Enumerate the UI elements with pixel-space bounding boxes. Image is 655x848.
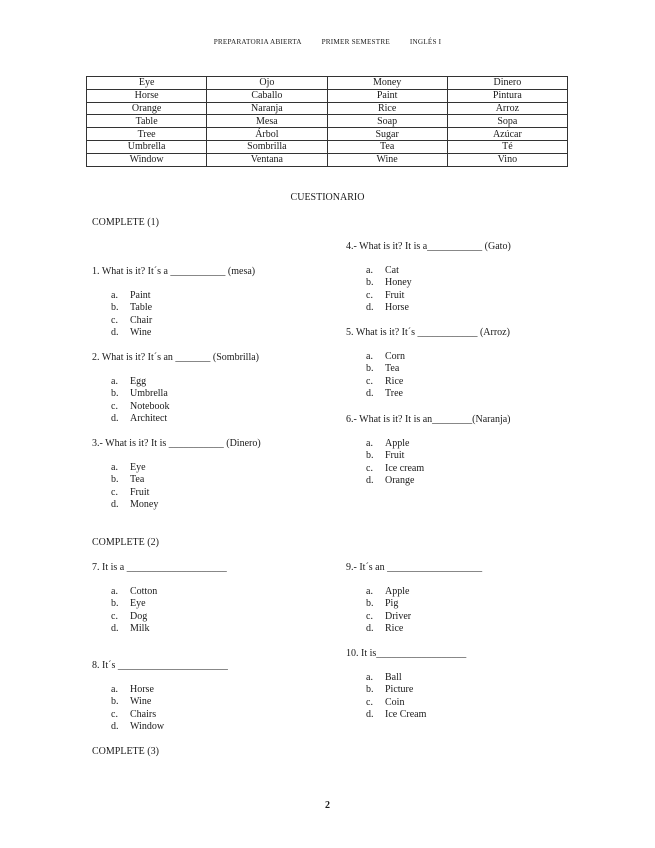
- option-item: [366, 388, 405, 400]
- option-item: [366, 709, 426, 721]
- options-q8: [111, 684, 164, 734]
- option-item: [366, 277, 412, 289]
- option-letter: b.: [366, 684, 374, 696]
- question-8: 8. It´s ______________________: [92, 660, 228, 671]
- option-letter: c.: [366, 289, 373, 301]
- option-letter: d.: [366, 623, 374, 635]
- option-text: Chair: [130, 314, 153, 326]
- option-text: Table: [130, 302, 153, 314]
- option-item: [111, 290, 152, 302]
- option-letter: b.: [111, 598, 119, 610]
- option-item: [366, 438, 424, 450]
- option-item: [111, 302, 152, 314]
- table-cell: Soap: [327, 115, 447, 128]
- option-text: Orange: [385, 475, 415, 487]
- header-left: PREPARATORIA ABIERTA: [213, 38, 302, 46]
- question-1: 1. What is it? It´s a ___________ (mesa): [92, 266, 256, 277]
- option-letter: a.: [111, 586, 118, 597]
- option-letter: c.: [111, 486, 118, 498]
- option-text: Coin: [385, 696, 405, 708]
- table-cell: Orange: [87, 102, 207, 115]
- option-text: Wine: [130, 327, 152, 339]
- table-cell: Arroz: [447, 102, 567, 115]
- option-text: Umbrella: [130, 388, 168, 400]
- option-item: [366, 363, 405, 375]
- option-letter: b.: [366, 598, 374, 610]
- options-q7: [111, 586, 157, 636]
- option-letter: c.: [366, 375, 373, 387]
- option-item: [111, 487, 158, 499]
- table-cell: Sombrilla: [207, 140, 327, 153]
- option-text: Tea: [130, 474, 145, 486]
- option-text: Tea: [385, 363, 400, 375]
- option-item: [366, 697, 426, 709]
- option-item: [111, 462, 158, 474]
- option-text: Eye: [130, 462, 146, 473]
- option-letter: c.: [111, 400, 118, 412]
- option-item: [111, 721, 164, 733]
- option-text: Chairs: [130, 708, 157, 720]
- option-text: Honey: [385, 277, 412, 289]
- option-letter: d.: [366, 709, 374, 721]
- table-cell: Table: [87, 115, 207, 128]
- option-text: Ball: [385, 672, 402, 683]
- table-row: [87, 77, 568, 90]
- question-10: 10. It is__________________: [346, 648, 467, 659]
- table-cell: Dinero: [447, 77, 567, 90]
- page-number: 2: [325, 800, 330, 811]
- option-letter: b.: [111, 696, 119, 708]
- option-letter: c.: [366, 610, 373, 622]
- section-complete-3: COMPLETE (3): [92, 746, 159, 757]
- option-letter: d.: [111, 499, 119, 511]
- option-text: Fruit: [385, 450, 405, 462]
- option-letter: a.: [111, 462, 118, 473]
- option-letter: a.: [366, 672, 373, 683]
- option-item: [366, 598, 411, 610]
- question-5: 5. What is it? It´s ____________ (Arroz): [346, 327, 510, 338]
- option-text: Pig: [385, 598, 399, 610]
- options-q9: [366, 586, 411, 636]
- option-item: [111, 499, 158, 511]
- option-letter: c.: [111, 708, 118, 720]
- option-text: Tree: [385, 388, 403, 400]
- option-item: [366, 611, 411, 623]
- options-q3: [111, 462, 158, 512]
- option-letter: a.: [366, 438, 373, 449]
- option-item: [111, 709, 164, 721]
- table-cell: Sugar: [327, 128, 447, 141]
- option-letter: a.: [111, 290, 118, 301]
- option-item: [366, 376, 405, 388]
- question-3: 3.- What is it? It is ___________ (Dinero): [92, 438, 261, 449]
- table-cell: Tree: [87, 128, 207, 141]
- option-item: [366, 351, 405, 363]
- option-letter: a.: [366, 265, 373, 276]
- option-item: [111, 611, 157, 623]
- section-complete-2: COMPLETE (2): [92, 537, 159, 548]
- table-cell: Té: [447, 140, 567, 153]
- table-cell: Vino: [447, 153, 567, 166]
- option-letter: d.: [111, 623, 119, 635]
- option-letter: a.: [366, 351, 373, 362]
- option-item: [366, 302, 412, 314]
- option-text: Fruit: [130, 486, 150, 498]
- option-letter: d.: [111, 721, 119, 733]
- table-cell: Sopa: [447, 115, 567, 128]
- options-q2: [111, 376, 169, 426]
- option-letter: a.: [111, 376, 118, 387]
- option-item: [111, 315, 152, 327]
- table-cell: Ojo: [207, 77, 327, 90]
- table-cell: Rice: [327, 102, 447, 115]
- option-letter: c.: [111, 610, 118, 622]
- option-text: Window: [130, 721, 165, 733]
- option-letter: d.: [366, 302, 374, 314]
- table-row: [87, 128, 568, 141]
- table-cell: Tea: [327, 140, 447, 153]
- option-item: [111, 598, 157, 610]
- option-letter: c.: [111, 314, 118, 326]
- options-q1: [111, 290, 152, 340]
- option-text: Dog: [130, 610, 148, 622]
- option-item: [111, 388, 169, 400]
- table-cell: Naranja: [207, 102, 327, 115]
- option-text: Cat: [385, 265, 399, 276]
- table-cell: Pintura: [447, 89, 567, 102]
- option-item: [111, 474, 158, 486]
- option-text: Money: [130, 499, 159, 511]
- option-letter: b.: [366, 277, 374, 289]
- option-text: Wine: [130, 696, 152, 708]
- option-letter: a.: [366, 586, 373, 597]
- option-text: Architect: [130, 413, 168, 425]
- table-cell: Window: [87, 153, 207, 166]
- option-text: Cotton: [130, 586, 158, 597]
- table-row: [87, 89, 568, 102]
- option-item: [366, 265, 412, 277]
- option-item: [111, 327, 152, 339]
- table-row: [87, 115, 568, 128]
- option-item: [366, 623, 411, 635]
- option-letter: b.: [111, 302, 119, 314]
- option-letter: d.: [111, 413, 119, 425]
- option-item: [111, 696, 164, 708]
- option-text: Horse: [385, 302, 409, 314]
- option-item: [366, 450, 424, 462]
- option-item: [111, 586, 157, 598]
- question-6: 6.- What is it? It is an________(Naranja): [346, 414, 511, 425]
- option-letter: c.: [366, 462, 373, 474]
- options-q5: [366, 351, 405, 401]
- header-right: INGLÉS I: [409, 38, 442, 46]
- option-text: Ice Cream: [385, 709, 427, 721]
- option-item: [366, 672, 426, 684]
- option-text: Eye: [130, 598, 146, 610]
- option-letter: a.: [111, 684, 118, 695]
- table-cell: Paint: [327, 89, 447, 102]
- option-text: Notebook: [130, 400, 170, 412]
- option-item: [366, 684, 426, 696]
- option-text: Paint: [130, 290, 151, 301]
- option-text: Rice: [385, 623, 404, 635]
- option-item: [111, 376, 169, 388]
- option-text: Egg: [130, 376, 147, 387]
- option-text: Picture: [385, 684, 414, 696]
- option-text: Fruit: [385, 289, 405, 301]
- option-letter: b.: [111, 388, 119, 400]
- questionnaire-title: CUESTIONARIO: [290, 192, 365, 203]
- question-7: 7. It is a ____________________: [92, 562, 227, 573]
- table-row: [87, 153, 568, 166]
- option-letter: b.: [366, 450, 374, 462]
- option-text: Apple: [385, 586, 410, 597]
- option-text: Horse: [130, 684, 154, 695]
- table-cell: Ventana: [207, 153, 327, 166]
- options-q4: [366, 265, 412, 315]
- option-item: [366, 290, 412, 302]
- table-cell: Árbol: [207, 128, 327, 141]
- vocabulary-table: [86, 76, 568, 167]
- option-text: Corn: [385, 351, 405, 362]
- header-center: PRIMER SEMESTRE: [321, 38, 390, 46]
- option-item: [111, 401, 169, 413]
- table-cell: Azúcar: [447, 128, 567, 141]
- option-item: [111, 684, 164, 696]
- table-cell: Horse: [87, 89, 207, 102]
- option-item: [111, 413, 169, 425]
- option-text: Milk: [130, 623, 150, 635]
- option-letter: b.: [366, 363, 374, 375]
- option-item: [111, 623, 157, 635]
- table-cell: Mesa: [207, 115, 327, 128]
- option-letter: d.: [111, 327, 119, 339]
- option-item: [366, 475, 424, 487]
- option-letter: d.: [366, 388, 374, 400]
- table-row: [87, 102, 568, 115]
- option-letter: d.: [366, 475, 374, 487]
- question-4: 4.- What is it? It is a___________ (Gato): [346, 241, 511, 252]
- page-header: [0, 38, 655, 46]
- section-complete-1: COMPLETE (1): [92, 217, 159, 228]
- options-q6: [366, 438, 424, 488]
- question-9: 9.- It´s an ___________________: [346, 562, 483, 573]
- option-text: Ice cream: [385, 462, 425, 474]
- options-q10: [366, 672, 426, 722]
- table-cell: Eye: [87, 77, 207, 90]
- table-cell: Umbrella: [87, 140, 207, 153]
- option-letter: b.: [111, 474, 119, 486]
- option-text: Driver: [385, 610, 412, 622]
- option-letter: c.: [366, 696, 373, 708]
- table-cell: Wine: [327, 153, 447, 166]
- table-cell: Caballo: [207, 89, 327, 102]
- table-cell: Money: [327, 77, 447, 90]
- question-2: 2. What is it? It´s an _______ (Sombrilla): [92, 352, 260, 363]
- option-text: Rice: [385, 375, 404, 387]
- option-item: [366, 463, 424, 475]
- table-row: [87, 140, 568, 153]
- option-item: [366, 586, 411, 598]
- option-text: Apple: [385, 438, 410, 449]
